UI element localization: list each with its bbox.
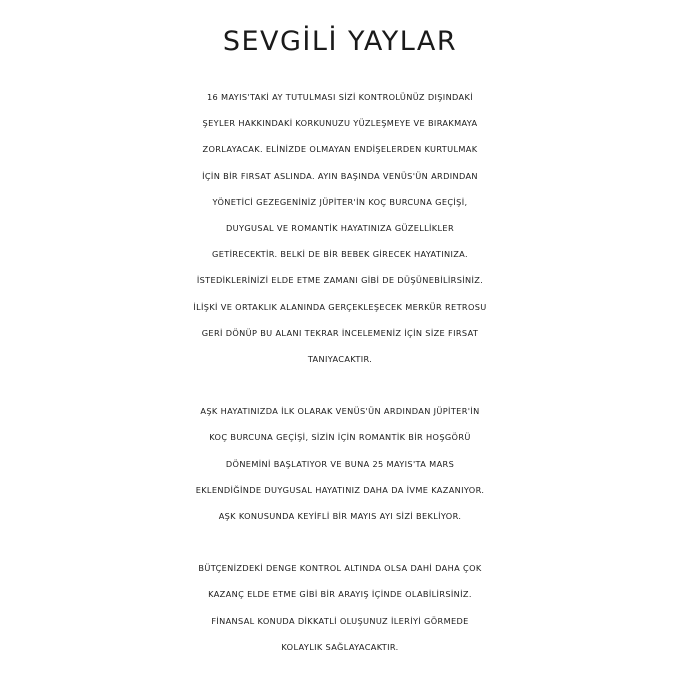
- text-line: EKLENDİĞİNDE DUYGUSAL HAYATINIZ DAHA DA İVME KAZANIYOR.: [195, 484, 485, 495]
- text-line: ZORLAYACAK. ELİNİZDE OLMAYAN ENDİŞELERDEN KURTULMAK: [202, 144, 478, 155]
- paragraph-love: [0, 398, 680, 529]
- text-line: BÜTÇENİZDEKİ DENGE KONTROL ALTINDA OLSA DAHİ DAHA ÇOK: [198, 563, 482, 574]
- text-line: KOLAYLIK SAĞLAYACAKTIR.: [281, 641, 399, 652]
- text-line: GETİRECEKTİR. BELKİ DE BİR BEBEK GİRECEK HAYATINIZA.: [212, 249, 468, 260]
- paragraph-spacer: [0, 372, 680, 398]
- text-line: ŞEYLER HAKKINDAKİ KORKUNUZU YÜZLEŞMEYE VE BIRAKMAYA: [202, 118, 478, 129]
- text-line: GERİ DÖNÜP BU ALANI TEKRAR İNCELEMENİZ İÇİN SİZE FIRSAT: [201, 327, 479, 338]
- text-line: AŞK KONUSUNDA KEYİFLİ BİR MAYIS AYI SİZİ BEKLİYOR.: [218, 511, 462, 522]
- text-line: İÇİN BİR FIRSAT ASLINDA. AYIN BAŞINDA VENÜS'ÜN ARDINDAN: [202, 170, 478, 181]
- paragraph-general: [0, 84, 680, 372]
- paragraph-finance: [0, 555, 680, 660]
- page-title: SEVGİLİ YAYLAR: [222, 26, 458, 57]
- text-line: TANIYACAKTIR.: [307, 354, 373, 365]
- text-line: İLİŞKİ VE ORTAKLIK ALANINDA GERÇEKLEŞECEK MERKÜR RETROSU: [193, 301, 487, 312]
- text-line: KOÇ BURCUNA GEÇİŞİ, SİZİN İÇİN ROMANTİK BİR HOŞGÖRÜ: [209, 432, 471, 443]
- text-line: YÖNETİCİ GEZEGENİNİZ JÜPİTER'İN KOÇ BURCUNA GEÇİŞİ,: [212, 196, 468, 207]
- text-line: İSTEDİKLERİNİZİ ELDE ETME ZAMANI GİBİ DE DÜŞÜNEBİLİRSİNİZ.: [196, 275, 484, 286]
- text-line: FİNANSAL KONUDA DİKKATLİ OLUŞUNUZ İLERİYİ GÖRMEDE: [211, 615, 469, 626]
- text-line: DUYGUSAL VE ROMANTİK HAYATINIZA GÜZELLİKLER: [225, 223, 454, 234]
- text-line: DÖNEMİNİ BAŞLATIYOR VE BUNA 25 MAYIS'TA MARS: [225, 458, 455, 469]
- text-line: KAZANÇ ELDE ETME GİBİ BİR ARAYIŞ İÇİNDE OLABİLİRSİNİZ.: [208, 589, 472, 600]
- paragraph-spacer: [0, 529, 680, 555]
- text-line: AŞK HAYATINIZDA İLK OLARAK VENÜS'ÜN ARDINDAN JÜPİTER'İN: [200, 406, 480, 417]
- text-line: 16 MAYIS'TAKİ AY TUTULMASI SİZİ KONTROLÜNÜZ DIŞINDAKİ: [206, 92, 473, 102]
